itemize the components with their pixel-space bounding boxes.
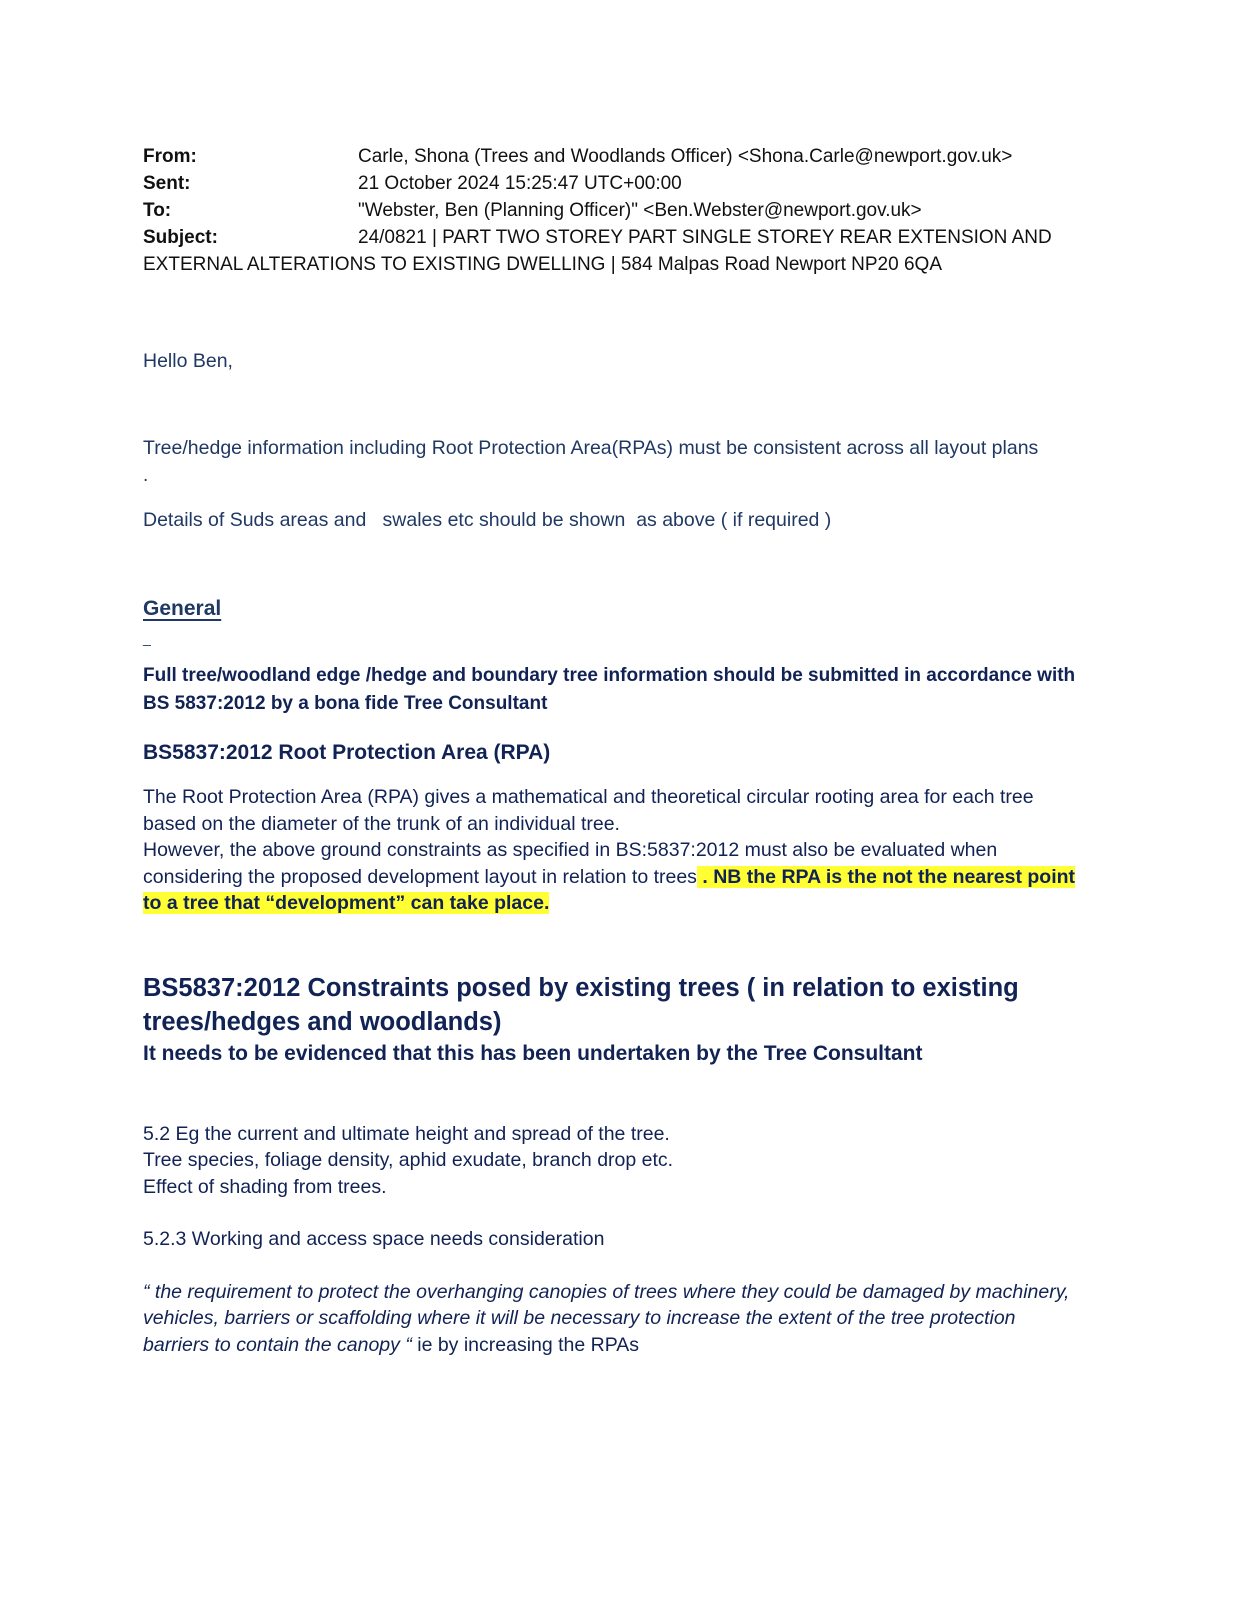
greeting: Hello Ben,	[143, 350, 233, 372]
to-label: To:	[143, 200, 172, 221]
constraints-heading: BS5837:2012 Constraints posed by existing trees ( in relation to existing trees/hedges and woodlands)	[143, 973, 1019, 1036]
email-document	[143, 143, 1083, 1358]
rpa-paragraph-1: The Root Protection Area (RPA) gives a mathematical and theoretical circular rooting area for each tree based on the diameter of the trunk of an individual tree.	[143, 786, 1034, 835]
constraints-subheading: It needs to be evidenced that this has been undertaken by the Tree Consultant	[143, 1041, 923, 1065]
sent-row	[143, 170, 1083, 197]
rpa-highlight: . NB the RPA is the not the nearest point to a tree that “development” can take place.	[143, 865, 1076, 914]
email-header	[143, 143, 1083, 278]
stray-dot: .	[143, 465, 149, 486]
suds-paragraph: Details of Suds areas and swales etc should be shown as above ( if required )	[143, 509, 832, 531]
from-value: Carle, Shona (Trees and Woodlands Officer) <Shona.Carle@newport.gov.uk>	[358, 146, 1013, 167]
working-space-item: 5.2.3 Working and access space needs consideration	[143, 1228, 605, 1250]
sent-label: Sent:	[143, 173, 191, 194]
constraints-list	[143, 1121, 1083, 1201]
rpa-heading: BS5837:2012 Root Protection Area (RPA)	[143, 741, 551, 764]
rpa-paragraph-2-text: However, the above ground constraints as specified in BS:5837:2012 must also be evaluated when considering the proposed development layout in relation to trees	[143, 839, 998, 888]
from-row	[143, 143, 1083, 170]
quote-italic: “ the requirement to protect the overhanging canopies of trees where they could be damaged by machinery, vehicles, barriers or scaffolding where it will be necessary to increase the extent of the tree protection barriers to contain the canopy “	[143, 1280, 1070, 1356]
to-row	[143, 197, 1083, 224]
quote-paragraph	[143, 1279, 1083, 1359]
from-label: From:	[143, 146, 197, 167]
list-item: 5.2 Eg the current and ultimate height and spread of the tree.	[143, 1122, 670, 1145]
subject-label: Subject:	[143, 227, 218, 248]
general-heading: General	[143, 597, 222, 620]
sent-value: 21 October 2024 15:25:47 UTC+00:00	[358, 173, 682, 194]
small-dash: _	[143, 630, 151, 646]
subject-row	[143, 224, 1083, 278]
quote-tail: ie by increasing the RPAs	[411, 1333, 640, 1356]
list-item: Tree species, foliage density, aphid exudate, branch drop etc.	[143, 1149, 674, 1171]
rpa-body	[143, 784, 1083, 917]
to-value: "Webster, Ben (Planning Officer)" <Ben.Webster@newport.gov.uk>	[358, 200, 922, 221]
rpa-paragraph-2	[143, 837, 1083, 917]
full-info-paragraph: Full tree/woodland edge /hedge and boundary tree information should be submitted in accordance with BS 5837:2012 by a bona fide Tree Consultant	[143, 665, 1076, 714]
list-item: Effect of shading from trees.	[143, 1175, 387, 1198]
tree-info-paragraph: Tree/hedge information including Root Protection Area(RPAs) must be consistent across all layout plans	[143, 437, 1039, 459]
subject-value: 24/0821 | PART TWO STOREY PART SINGLE STOREY REAR EXTENSION AND EXTERNAL ALTERATIONS TO EXISTING DWELLING | 584 Malpas Road Newport NP20 6QA	[143, 227, 1052, 275]
